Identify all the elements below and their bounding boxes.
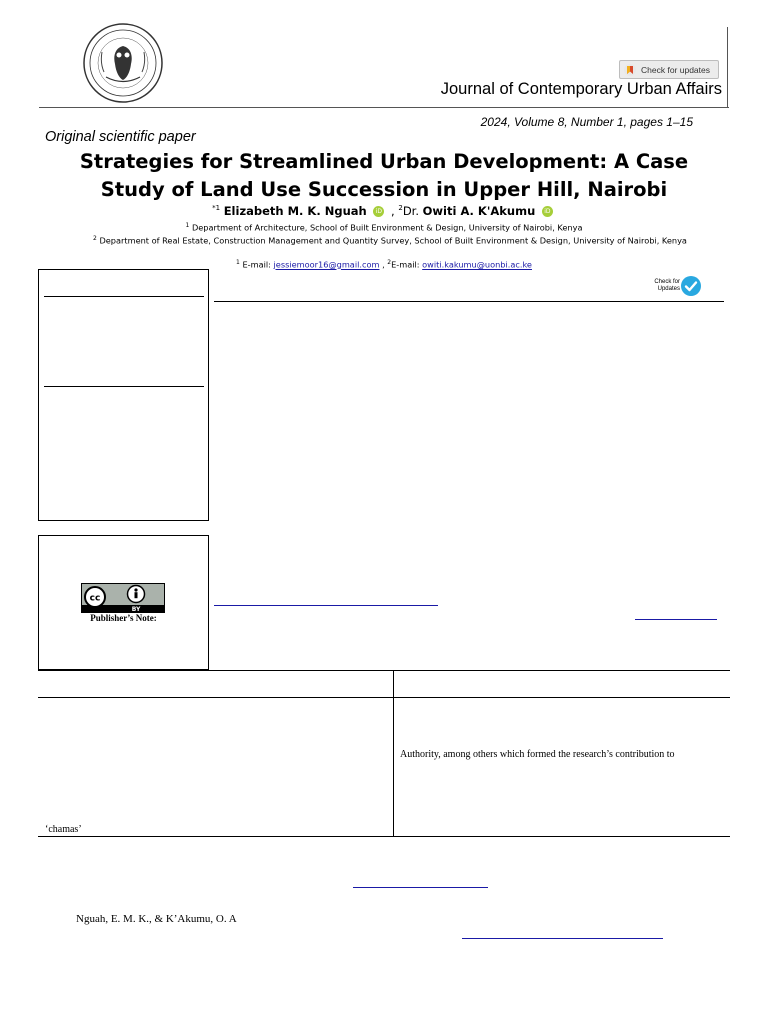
affiliation-1-text: Department of Architecture, School of Built Environment & Design, University of Nairobi, Kenya [191,222,583,233]
journal-seal-icon [82,22,164,104]
table-left-cell-text: ‘chamas’ [45,824,82,835]
article-info-rule [44,296,204,297]
cc-by-license-icon[interactable] [81,583,165,613]
author1-mark: *1 [212,204,221,213]
email2-link[interactable]: owiti.kakumu@uonbi.ac.ke [422,259,532,270]
keywords-rule [44,386,204,387]
author-line [40,204,728,218]
doi-link[interactable] [635,619,717,620]
article-title [40,148,728,204]
article-title-line-1: Strategies for Streamlined Urban Development: A Case [79,150,689,173]
abstract-rule [214,301,724,302]
footer-link[interactable] [353,887,488,888]
email2-mark: 2 [387,259,392,266]
email1-mark: 1 [236,259,240,266]
table-header-rule [38,697,730,698]
license-link[interactable] [214,605,438,606]
affiliation-2-mark: 2 [93,235,97,242]
author2-mark: 2 [398,204,403,213]
table-column-divider [393,670,394,837]
issue-info: 2024, Volume 8, Number 1, pages 1–15 [480,115,693,129]
check-for-updates-label: Check for updates [641,64,710,75]
table-top-rule [38,670,730,671]
header-vertical-rule [727,27,728,107]
table-right-cell-text: Authority, among others which formed the research’s contribution to [400,749,675,760]
author2-name: Owiti A. K'Akumu [422,204,536,218]
email1-label: E-mail: [242,259,271,270]
article-title-line-2: Study of Land Use Succession in Upper Hill, Nairobi [100,178,668,201]
publishers-note-heading: Publisher’s Note: [90,613,157,623]
affiliation-2 [60,233,720,247]
author-separator: , [391,204,395,218]
table-bottom-rule [38,836,730,837]
affiliation-1 [40,220,728,234]
check-for-updates-button[interactable] [619,60,719,79]
header-rule [39,107,729,108]
citation-text: Nguah, E. M. K., & K’Akumu, O. A [76,913,237,925]
orcid-icon[interactable]: iD [373,206,384,217]
affiliation-1-mark: 1 [185,222,190,229]
article-info-box [38,269,209,521]
crossmark-icon [624,64,636,76]
check-for-updates-badge[interactable] [648,276,702,298]
author2-prefix: Dr. [402,204,419,218]
email1-link[interactable]: jessiemoor16@gmail.com [273,259,380,270]
cc-mark: cc [89,593,101,604]
by-mark: BY [131,606,141,613]
checkmark-icon [681,276,701,296]
email2-label: E-mail: [391,259,420,270]
check-for-updates-small-label: Check for Updates [654,279,680,292]
journal-title: Journal of Contemporary Urban Affairs [440,80,722,98]
orcid-icon[interactable]: iD [542,206,553,217]
citation-doi-link[interactable] [462,938,663,939]
affiliation-2-text: Department of Real Estate, Construction Management and Quantity Survey, School of Built Environment & Design, University of Nairobi, Kenya [99,235,687,246]
paper-type: Original scientific paper [45,129,196,145]
email-separator: , [382,259,385,270]
author1-name: Elizabeth M. K. Nguah [223,204,367,218]
